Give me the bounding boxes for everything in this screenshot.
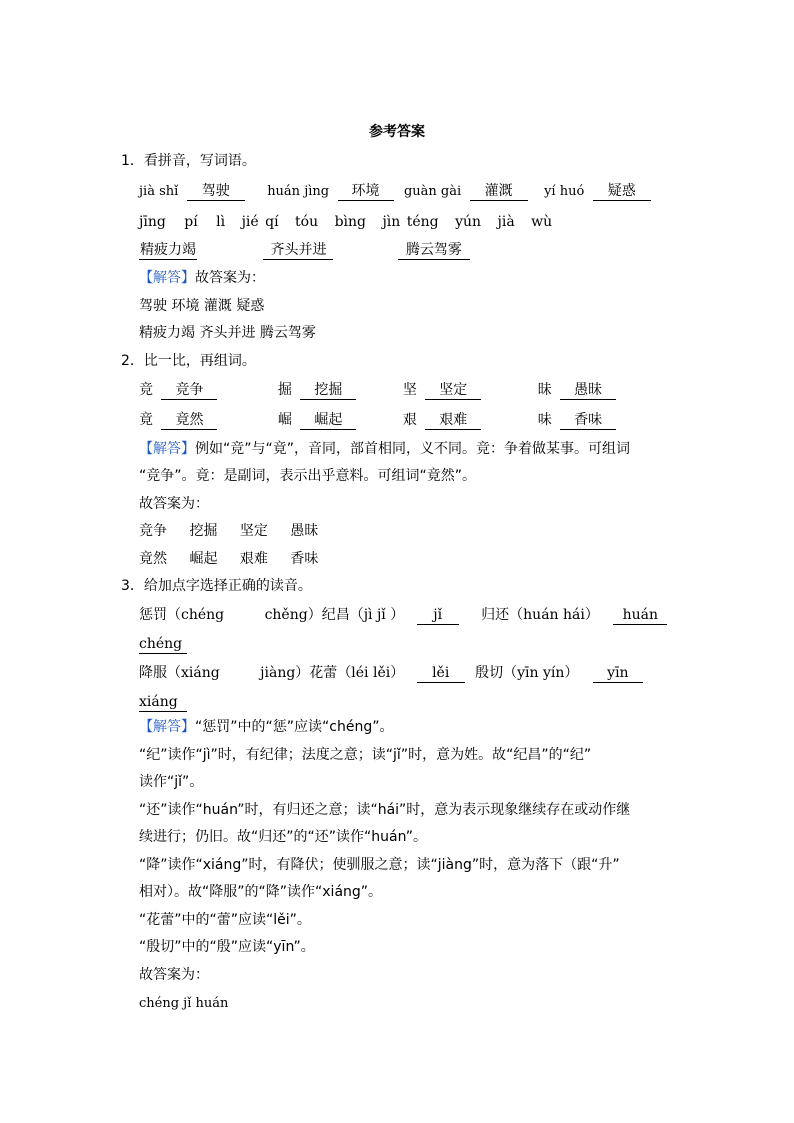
answer-word: 竞争 [139, 523, 167, 539]
pinyin: guàn gài [403, 184, 462, 199]
char: 崛 [277, 412, 292, 428]
answer-blank: xiáng [139, 693, 187, 712]
char: 艰 [402, 412, 417, 428]
answer-word: 崛起 [189, 551, 218, 567]
q3-explain-1: “纪”读作“jì”时，有纪律；法度之意；读“jǐ”时，意为姓。故“纪昌”的“纪” [139, 747, 592, 763]
pinyin: tóu [295, 214, 319, 230]
q3-explain-2: 读作“jǐ”。 [139, 774, 204, 790]
answer-blank: 疑惑 [593, 182, 651, 201]
q1-jieda [139, 268, 265, 288]
char: 掘 [277, 382, 292, 398]
q3-line4 [139, 692, 187, 712]
pinyin: qí [265, 214, 279, 230]
pinyin: pí [184, 214, 198, 230]
char: 昧 [537, 382, 552, 398]
answer-word: 坚定 [239, 523, 268, 539]
answer-blank: 挖掘 [300, 381, 356, 400]
char: 味 [537, 412, 552, 428]
q1-answer-line1: 驾驶 环境 灌溉 疑惑 [139, 298, 265, 314]
pinyin: jié [241, 214, 259, 230]
q1-row2-pinyin [139, 212, 552, 232]
pinyin: téng [406, 214, 439, 230]
answer-blank: 竞争 [161, 381, 217, 400]
answer-blank: 艰难 [425, 411, 481, 430]
pinyin: huán jìng [267, 184, 330, 199]
option-text: chěng）纪昌（jì jǐ ） [264, 607, 405, 623]
q2-row2 [139, 410, 616, 430]
question-3-heading: 3．给加点字选择正确的读音。 [121, 578, 312, 594]
option-text: 惩罚（chéng [139, 607, 225, 623]
q3-explain-5: “降”读作“xiáng”时，有降伏；使驯服之意；读“jiàng”时，意为落下（跟“升” [139, 857, 620, 873]
pinyin: bìng [334, 214, 366, 230]
q1-row3-answers [139, 240, 470, 260]
option-text: 降服（xiáng [139, 665, 220, 681]
answer-blank: 齐头并进 [263, 241, 333, 260]
q1-answer-line2: 精疲力竭 齐头并进 腾云驾雾 [139, 325, 316, 341]
answer-blank: lěi [417, 664, 465, 683]
option-text: 归还（huán hái） [481, 607, 599, 623]
jieda-tag: 【解答】 [139, 441, 195, 457]
pinyin: yún [455, 214, 482, 230]
answer-blank: 灌溉 [470, 182, 528, 201]
q2-answer-label: 故答案为： [139, 496, 209, 512]
q3-jieda [139, 717, 393, 737]
pinyin: jīng [139, 214, 166, 230]
pinyin: jià shǐ [139, 184, 179, 199]
answer-word: 香味 [290, 551, 319, 567]
q2-jieda [139, 439, 630, 459]
q3-line1 [139, 605, 667, 625]
page-title: 参考答案 [369, 124, 425, 140]
answer-blank: jǐ [417, 606, 459, 625]
pinyin: yí huó [544, 184, 585, 199]
answer-blank: huán [613, 606, 667, 625]
answer-blank: 腾云驾雾 [398, 241, 470, 260]
answer-word: 挖掘 [189, 523, 218, 539]
q3-explain-6: 相对）。故“降服”的“降”读作“xiáng”。 [139, 884, 383, 900]
answer-blank: 香味 [560, 411, 616, 430]
q3-line2 [139, 634, 187, 654]
q2-jieda-cont: “竞争”。竟：是副词，表示出乎意料。可组词“竟然”。 [139, 468, 477, 484]
q3-explain-3: “还”读作“huán”时，有归还之意；读“hái”时，意为表示现象继续存在或动作继 [139, 802, 631, 818]
option-text: 殷切（yīn yín） [475, 665, 579, 681]
jieda-tag: 【解答】 [139, 719, 195, 735]
answer-blank: yīn [593, 664, 643, 683]
answer-blank: 精疲力竭 [140, 242, 196, 258]
char: 坚 [402, 382, 417, 398]
q1-row1 [139, 181, 651, 202]
answer-blank: 驾驶 [187, 182, 245, 201]
answer-word: 艰难 [239, 551, 268, 567]
q2-row1 [139, 380, 616, 400]
q2-answer-line2 [139, 549, 318, 569]
jieda-text: 例如“竞”与“竟”，音同，部首相同，义不同。竞：争着做某事。可组词 [195, 441, 631, 457]
answer-blank: 竟然 [161, 411, 217, 430]
pinyin: jià [497, 214, 515, 230]
q3-explain-4: 续进行；仍旧。故“归还”的“还”读作“huán”。 [139, 829, 427, 845]
question-1-heading: 1．看拼音，写词语。 [121, 153, 256, 169]
answer-blank: chéng [139, 635, 187, 654]
jieda-tag: 【解答】 [139, 270, 195, 286]
q3-explain-8: “殷切”中的“殷”应读“yīn”。 [139, 939, 315, 955]
answer-word: 愚昧 [290, 523, 319, 539]
jieda-text: “惩罚”中的“惩”应读“chéng”。 [195, 719, 394, 735]
char: 竟 [139, 412, 153, 428]
answer-blank: 崛起 [300, 411, 356, 430]
q3-answer-label: 故答案为： [139, 967, 209, 983]
option-text: jiàng）花蕾（léi lěi） [260, 665, 405, 681]
pinyin: jìn [382, 214, 401, 230]
answer-blank: 坚定 [425, 381, 481, 400]
char: 竞 [139, 382, 153, 398]
q2-answer-line1 [139, 521, 318, 541]
answer-blank: 愚昧 [560, 381, 616, 400]
q3-final-answer: chéng jǐ huán [139, 996, 229, 1011]
answer-word: 竟然 [139, 551, 167, 567]
answer-blank: 环境 [338, 182, 394, 201]
jieda-text: 故答案为： [195, 270, 265, 286]
pinyin: wù [531, 214, 553, 230]
question-2-heading: 2．比一比，再组词。 [121, 353, 256, 369]
q3-line3 [139, 663, 643, 683]
pinyin: lì [216, 214, 226, 230]
q3-explain-7: “花蕾”中的“蕾”应读“lěi”。 [139, 912, 311, 928]
